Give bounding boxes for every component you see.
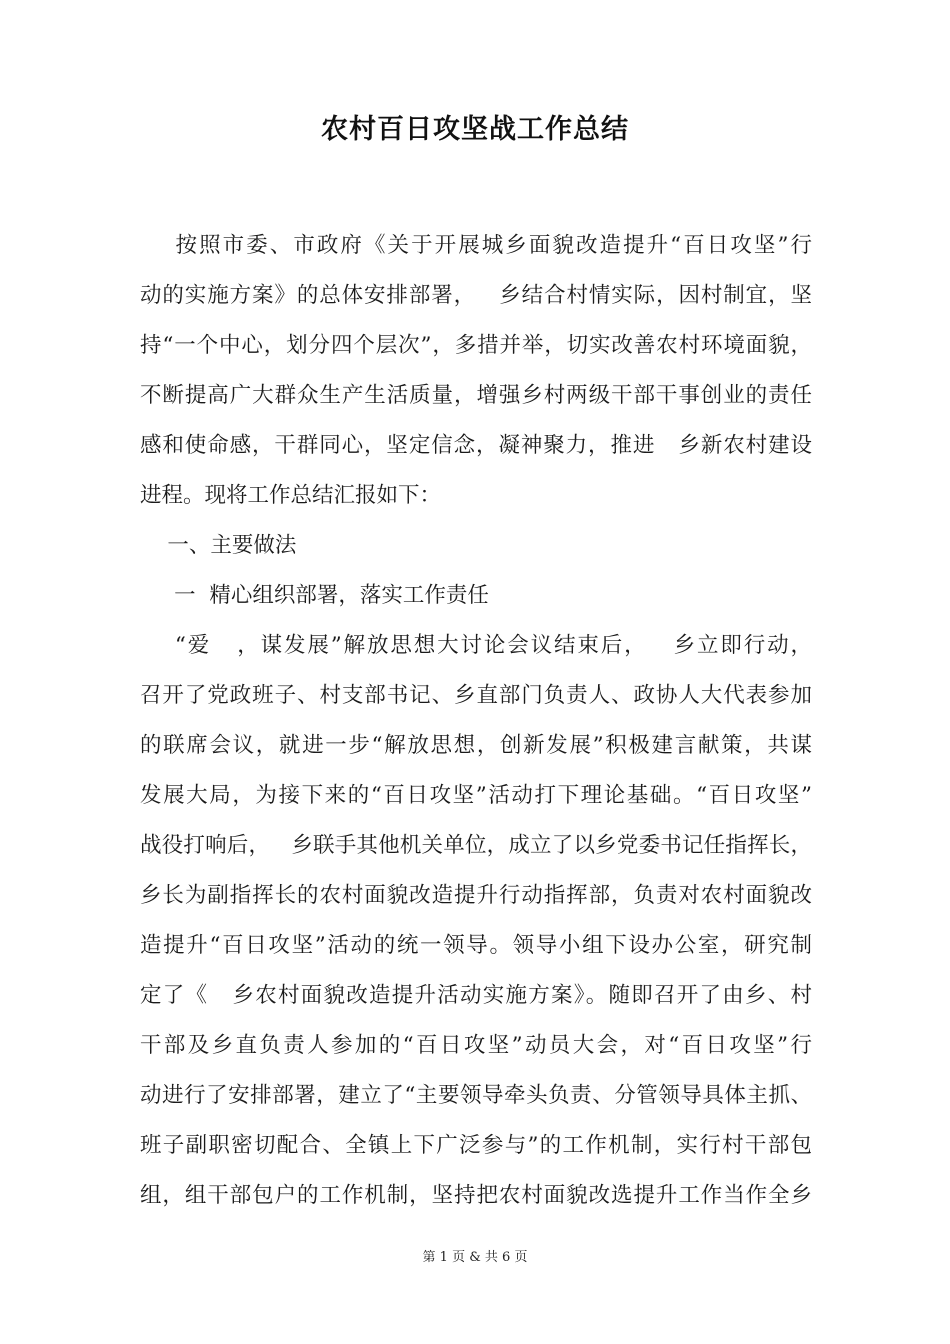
body-line: 不断提高广大群众生产生活质量，增强乡村两级干部干事创业的责任 [140, 383, 812, 408]
body-line: 组，组干部包户的工作机制，坚持把农村面貌改选提升工作当作全乡 [140, 1183, 812, 1208]
body-line: 发展大局，为接下来的“百日攻坚”活动打下理论基础。“百日攻坚” [140, 783, 812, 808]
document-title: 农村百日攻坚战工作总结 [321, 114, 629, 145]
body-line: “爱 ，谋发展”解放思想大讨论会议结束后， 乡立即行动， [140, 633, 812, 658]
body-line: 动进行了安排部署，建立了“主要领导牵头负责、分管领导具体主抓、 [140, 1083, 812, 1108]
body-line: 乡长为副指挥长的农村面貌改造提升行动指挥部，负责对农村面貌改 [140, 883, 812, 908]
body-line: 干部及乡直负责人参加的“百日攻坚”动员大会，对“百日攻坚”行 [140, 1033, 812, 1058]
section-heading: 一、主要做法 [140, 533, 297, 558]
body-line: 召开了党政班子、村支部书记、乡直部门负责人、政协人大代表参加 [140, 683, 812, 708]
body-line: 感和使命感，干群同心，坚定信念，凝神聚力，推进 乡新农村建设 [140, 433, 812, 458]
body-line: 按照市委、市政府《关于开展城乡面貌改造提升“百日攻坚”行 [140, 233, 812, 258]
body-line: 持“一个中心，划分四个层次”，多措并举，切实改善农村环境面貌， [140, 333, 812, 358]
body-line: 战役打响后， 乡联手其他机关单位，成立了以乡党委书记任指挥长， [140, 833, 812, 858]
body-line: 定了《 乡农村面貌改造提升活动实施方案》。随即召开了由乡、村 [140, 983, 812, 1008]
body-line: 进程。现将工作总结汇报如下： [140, 483, 442, 508]
body-line: 造提升“百日攻坚”活动的统一领导。领导小组下设办公室，研究制 [140, 933, 812, 958]
body-line: 动的实施方案》的总体安排部署， 乡结合村情实际，因村制宜，坚 [140, 283, 812, 308]
body-line: 的联席会议，就进一步“解放思想，创新发展”积极建言献策，共谋 [140, 733, 812, 758]
document-body [140, 228, 812, 1228]
subsection-heading: 一 精心组织部署，落实工作责任 [140, 583, 489, 608]
body-line: 班子副职密切配合、全镇上下广泛参与”的工作机制，实行村干部包 [140, 1133, 812, 1158]
page-footer: 第 1 页 & 共 6 页 [422, 1250, 528, 1265]
